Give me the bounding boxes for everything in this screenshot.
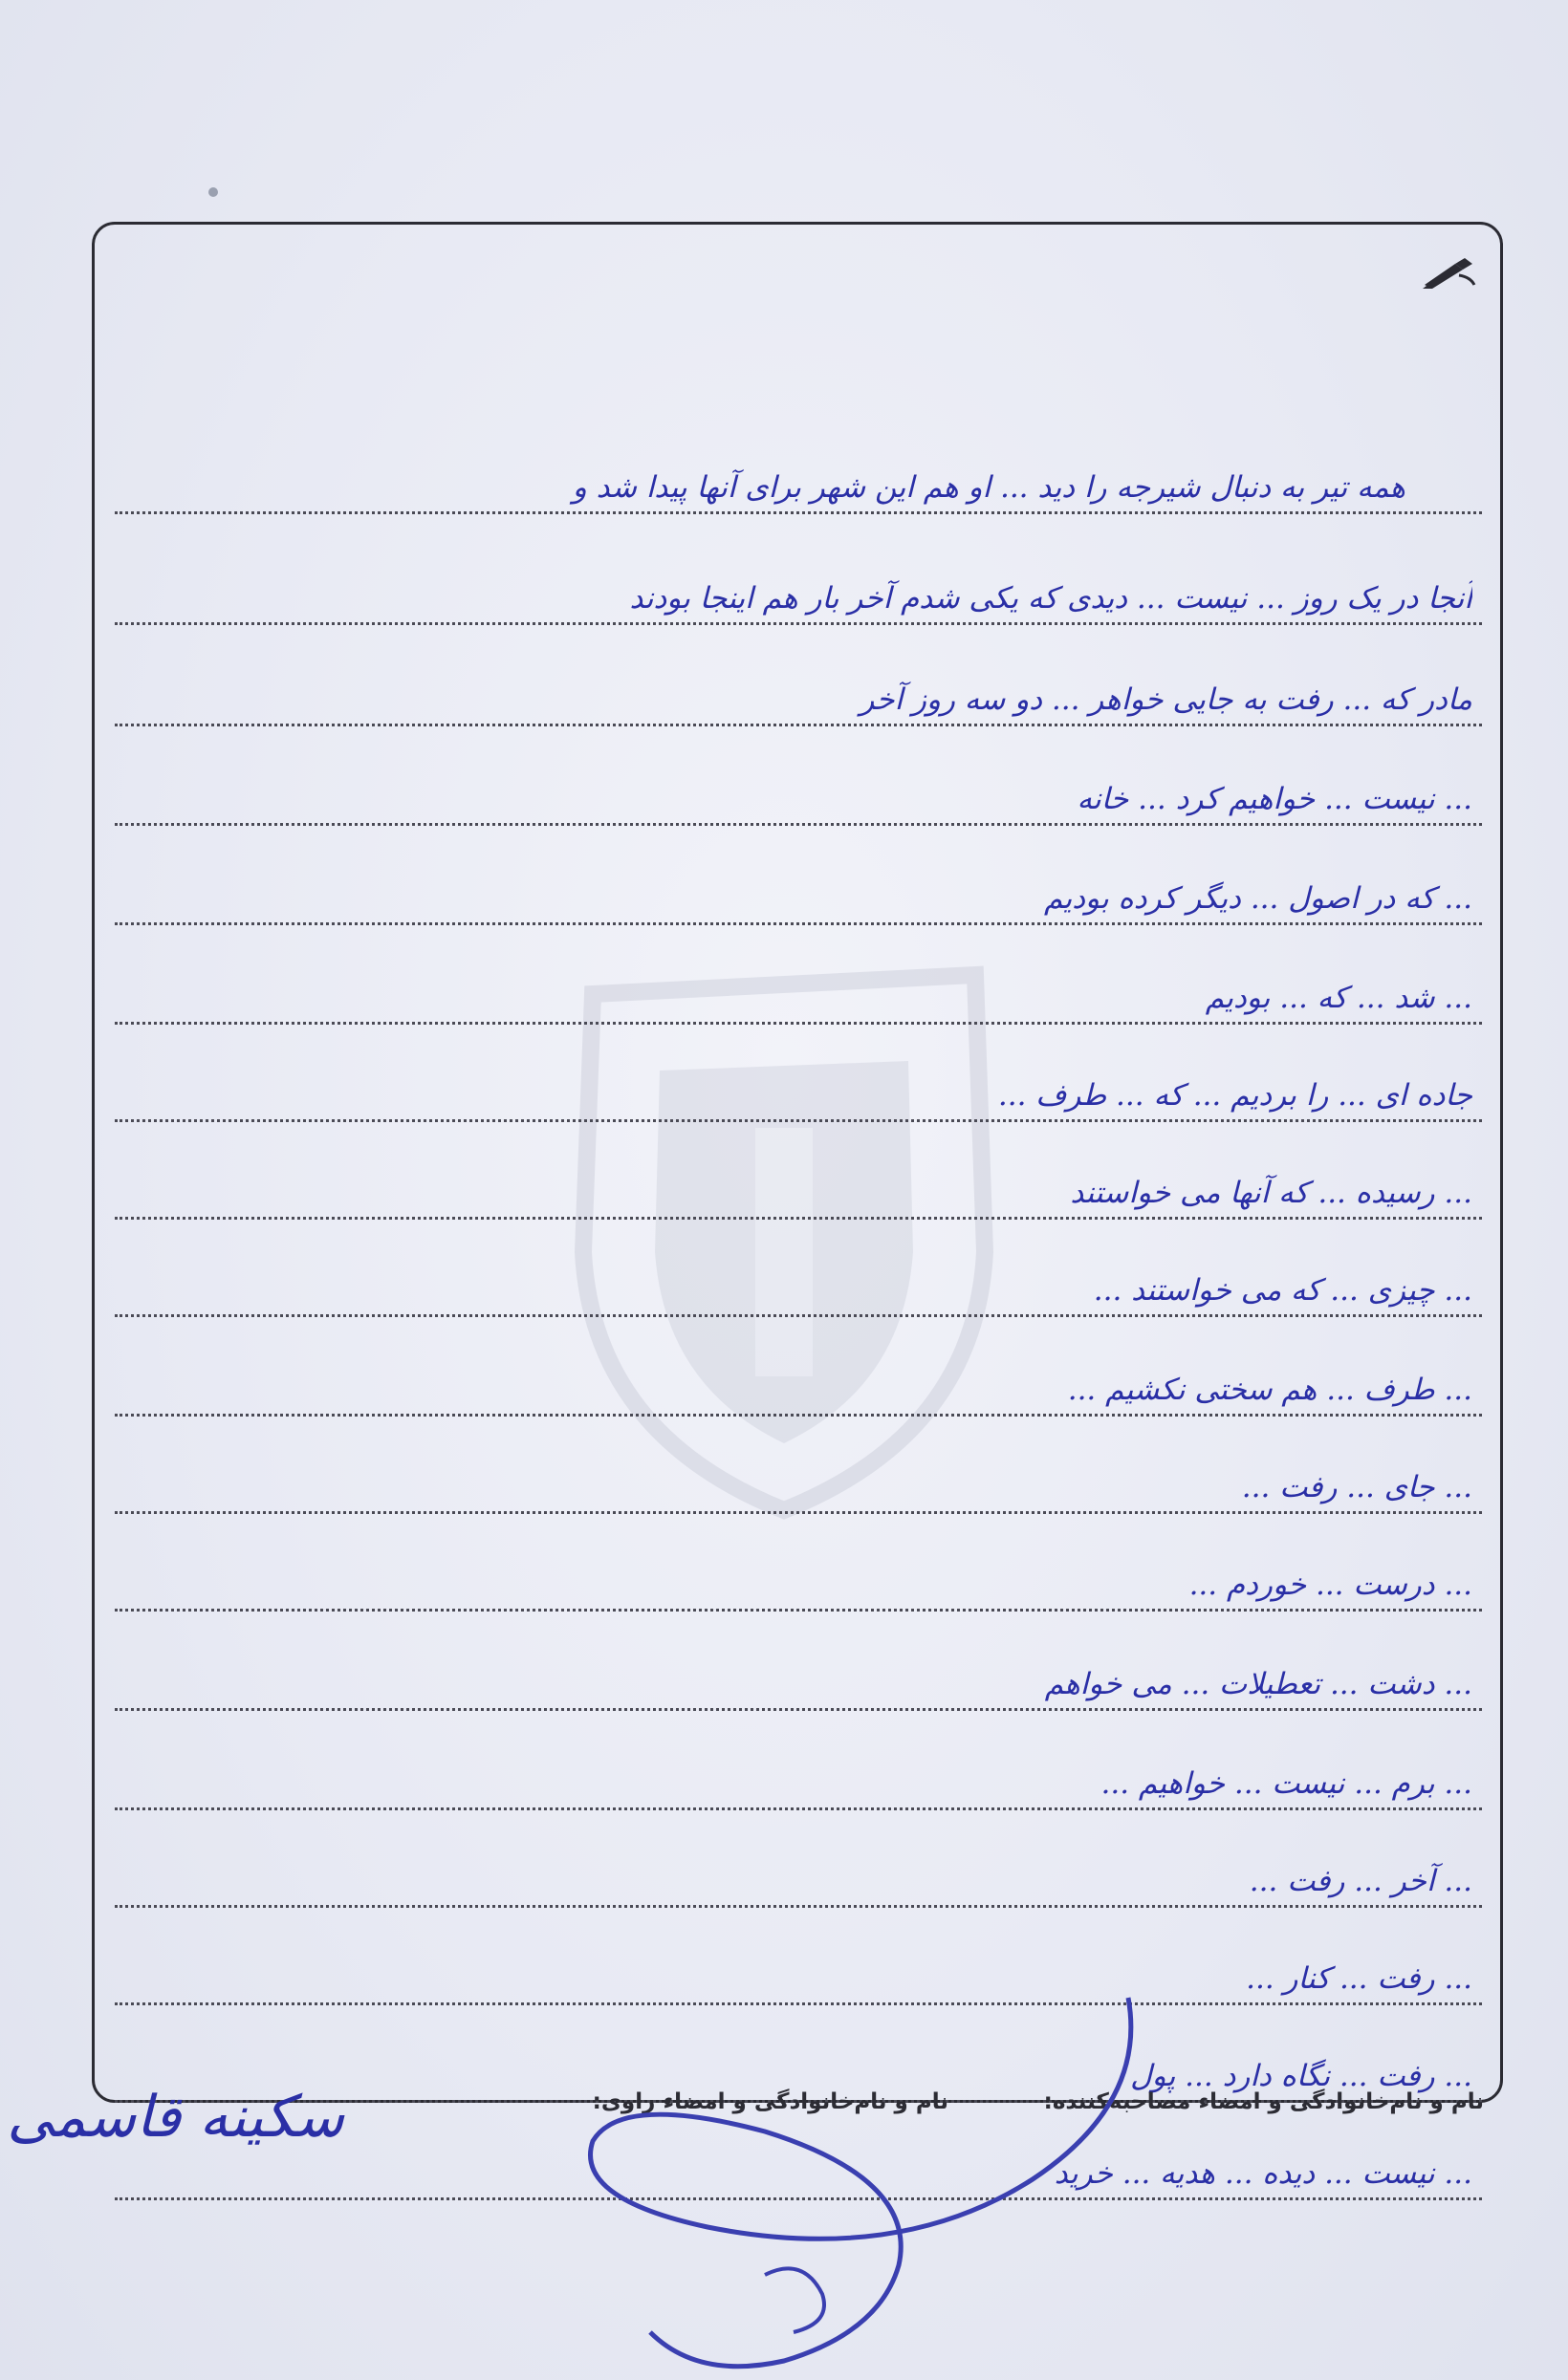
dotted-rule — [115, 1807, 1482, 1810]
handwritten-text: ... نیست ... خواهیم کرد ... خانه — [1077, 782, 1472, 816]
handwritten-text: همه تیر به دنبال شیرجه را دید ... او هم این شهر برای آنها پیدا شد و — [572, 470, 1405, 505]
line-7 — [115, 1065, 1482, 1122]
line-3 — [115, 669, 1482, 726]
punch-hole — [208, 187, 218, 197]
handwritten-text: ... رفت ... نگاه دارد ... پول — [1130, 2059, 1472, 2093]
handwritten-text: ... جای ... رفت ... — [1241, 1470, 1472, 1504]
dotted-rule — [115, 1609, 1482, 1612]
line-11 — [115, 1457, 1482, 1514]
dotted-rule — [115, 622, 1482, 625]
line-2 — [115, 568, 1482, 625]
handwritten-text: ... که در اصول ... دیگر کرده بودیم — [1043, 881, 1472, 916]
handwritten-text: ... چیزی ... که می خواستند ... — [1093, 1273, 1472, 1308]
dotted-rule — [115, 1905, 1482, 1908]
dotted-rule — [115, 511, 1482, 514]
narrator-signature — [0, 2074, 344, 2189]
handwritten-text: ... شد ... که ... بودیم — [1205, 981, 1472, 1015]
dotted-rule — [115, 823, 1482, 826]
narrator-signature-text: سکینه قاسمی — [7, 2084, 344, 2151]
dotted-rule — [115, 922, 1482, 925]
line-1 — [115, 461, 1482, 514]
line-9 — [115, 1260, 1482, 1317]
line-10 — [115, 1359, 1482, 1417]
dotted-rule — [115, 1511, 1482, 1514]
handwritten-text: ... برم ... نیست ... خواهیم ... — [1100, 1766, 1472, 1801]
line-12 — [115, 1554, 1482, 1612]
line-13 — [115, 1654, 1482, 1711]
narrator-signature-label: نام و نام‌خانوادگی و امضاء راوی: — [592, 2089, 948, 2114]
line-14 — [115, 1753, 1482, 1810]
handwritten-text: ... درست ... خوردم ... — [1188, 1568, 1472, 1602]
dotted-rule — [115, 1119, 1482, 1122]
dotted-rule — [115, 1217, 1482, 1220]
line-4 — [115, 768, 1482, 826]
handwritten-text: ... نیست ... دیده ... هدیه ... خرید — [1054, 2156, 1472, 2191]
dotted-rule — [115, 1708, 1482, 1711]
interviewer-signature-label: نام و نام‌خانوادگی و امضاء مصاحبه‌کننده: — [1043, 2089, 1484, 2114]
handwritten-text: مادر که ... رفت به جایی خواهر ... دو سه روز آخر — [860, 682, 1472, 717]
handwritten-text: آنجا در یک روز ... نیست ... دیدی که یکی شدم آخر بار هم اینجا بودند — [629, 581, 1472, 616]
handwritten-text: ... آخر ... رفت ... — [1249, 1864, 1472, 1898]
line-6 — [115, 967, 1482, 1025]
dotted-rule — [115, 1022, 1482, 1025]
line-8 — [115, 1162, 1482, 1220]
handwritten-text: ... رفت ... کنار ... — [1246, 1961, 1472, 1996]
dotted-rule — [115, 724, 1482, 726]
line-15 — [115, 1850, 1482, 1908]
handwritten-text: ... دشت ... تعطیلات ... می خواهم — [1044, 1667, 1472, 1701]
handwritten-text: ... طرف ... هم سختی نکشیم ... — [1067, 1373, 1472, 1407]
line-5 — [115, 868, 1482, 925]
interviewer-signature-icon — [535, 1988, 1147, 2370]
handwritten-text: جاده ای ... را بردیم ... که ... طرف ... — [997, 1078, 1472, 1113]
dotted-rule — [115, 1314, 1482, 1317]
dotted-rule — [115, 1414, 1482, 1417]
handwritten-text: ... رسیده ... که آنها می خواستند — [1070, 1176, 1472, 1210]
